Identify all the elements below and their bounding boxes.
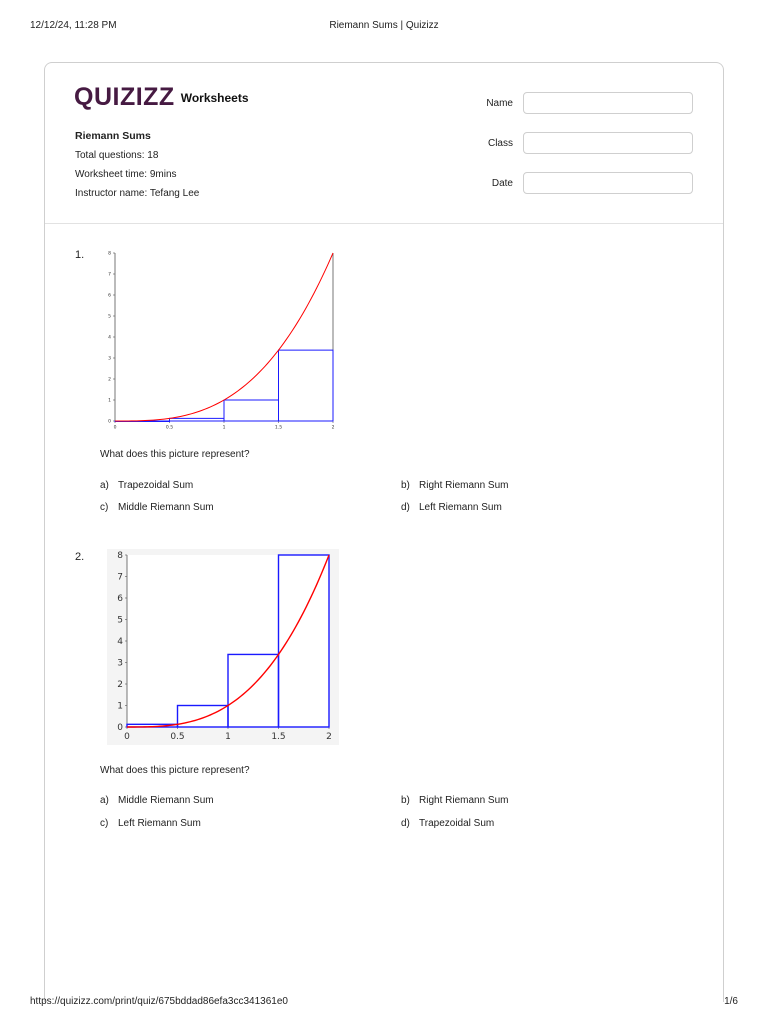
option-letter: b) xyxy=(401,480,410,491)
riemann-sum-figure xyxy=(107,247,337,433)
x-tick-label: 0.5 xyxy=(170,732,185,742)
option-letter: d) xyxy=(401,502,410,513)
option-d[interactable] xyxy=(401,818,494,829)
class-label: Class xyxy=(487,137,513,149)
quizizz-logo xyxy=(74,83,249,111)
riemann-sum-figure xyxy=(107,549,339,745)
total-questions: Total questions: 18 xyxy=(75,150,159,161)
option-text: Left Riemann Sum xyxy=(118,818,201,829)
x-tick-label: 2 xyxy=(331,425,335,431)
x-tick-label: 2 xyxy=(326,732,332,742)
x-tick-label: 1.5 xyxy=(271,732,286,742)
option-c[interactable] xyxy=(100,818,201,829)
option-letter: c) xyxy=(100,502,109,513)
option-text: Trapezoidal Sum xyxy=(419,818,495,829)
worksheet-title: Riemann Sums xyxy=(75,130,151,142)
option-b[interactable] xyxy=(401,480,508,491)
print-footer xyxy=(30,996,738,1010)
y-tick-label: 8 xyxy=(117,551,123,562)
page-number: 1/6 xyxy=(724,996,738,1007)
worksheet-time: Worksheet time: 9mins xyxy=(75,169,177,180)
y-tick-label: 7 xyxy=(117,572,123,583)
option-letter: c) xyxy=(100,818,109,829)
y-tick-label: 2 xyxy=(117,680,123,691)
logo-product: Worksheets xyxy=(180,91,249,105)
x-tick-label: 1 xyxy=(222,425,226,431)
date-label: Date xyxy=(491,177,513,189)
function-curve xyxy=(115,253,333,421)
worksheet-header xyxy=(45,63,723,224)
option-d[interactable] xyxy=(401,502,502,513)
question-number: 2. xyxy=(75,551,85,563)
print-url: https://quizizz.com/print/quiz/675bddad86efa3cc341361e0 xyxy=(30,996,288,1007)
question-prompt: What does this picture represent? xyxy=(100,765,250,776)
x-tick-label: 0 xyxy=(113,425,117,431)
print-title: Riemann Sums | Quizizz xyxy=(329,20,439,31)
print-header xyxy=(30,20,738,34)
option-text: Trapezoidal Sum xyxy=(118,480,194,491)
y-tick-label: 0 xyxy=(117,723,123,734)
y-tick-label: 2 xyxy=(108,377,111,383)
y-tick-label: 5 xyxy=(108,314,111,320)
x-tick-label: 1.5 xyxy=(274,425,283,431)
date-row xyxy=(473,172,693,194)
class-field[interactable] xyxy=(523,132,693,154)
option-letter: a) xyxy=(100,795,109,806)
option-text: Middle Riemann Sum xyxy=(118,502,214,513)
name-row xyxy=(473,92,693,114)
option-a[interactable] xyxy=(100,480,193,491)
option-c[interactable] xyxy=(100,502,214,513)
riemann-rectangle xyxy=(170,418,225,421)
name-field[interactable] xyxy=(523,92,693,114)
print-datetime: 12/12/24, 11:28 PM xyxy=(30,20,117,31)
logo-wordmark: QUIZIZZ xyxy=(74,83,175,111)
riemann-rectangle xyxy=(224,400,279,421)
y-tick-label: 5 xyxy=(117,615,123,626)
question-prompt: What does this picture represent? xyxy=(100,449,250,460)
y-tick-label: 8 xyxy=(108,251,111,257)
y-tick-label: 1 xyxy=(108,398,111,404)
option-letter: b) xyxy=(401,795,410,806)
instructor-name: Instructor name: Tefang Lee xyxy=(75,188,200,199)
y-tick-label: 3 xyxy=(117,658,123,669)
option-b[interactable] xyxy=(401,795,508,806)
y-tick-label: 7 xyxy=(108,272,111,278)
name-label: Name xyxy=(486,97,513,109)
y-tick-label: 4 xyxy=(108,335,111,341)
worksheet-card xyxy=(44,62,724,1002)
x-tick-label: 0 xyxy=(124,732,130,742)
date-field[interactable] xyxy=(523,172,693,194)
option-text: Middle Riemann Sum xyxy=(118,795,214,806)
y-tick-label: 0 xyxy=(108,419,111,425)
class-row xyxy=(473,132,693,154)
option-text: Left Riemann Sum xyxy=(419,502,502,513)
question-number: 1. xyxy=(75,249,85,261)
y-tick-label: 4 xyxy=(117,637,123,648)
x-tick-label: 1 xyxy=(225,732,231,742)
y-tick-label: 3 xyxy=(108,356,111,362)
option-text: Right Riemann Sum xyxy=(419,795,509,806)
y-tick-label: 1 xyxy=(117,701,123,712)
option-text: Right Riemann Sum xyxy=(419,480,509,491)
y-tick-label: 6 xyxy=(117,594,123,605)
riemann-rectangle xyxy=(279,350,334,421)
option-letter: d) xyxy=(401,818,410,829)
x-tick-label: 0.5 xyxy=(165,425,174,431)
worksheet-meta xyxy=(75,127,199,203)
option-letter: a) xyxy=(100,480,109,491)
y-tick-label: 6 xyxy=(108,293,111,299)
option-a[interactable] xyxy=(100,795,214,806)
